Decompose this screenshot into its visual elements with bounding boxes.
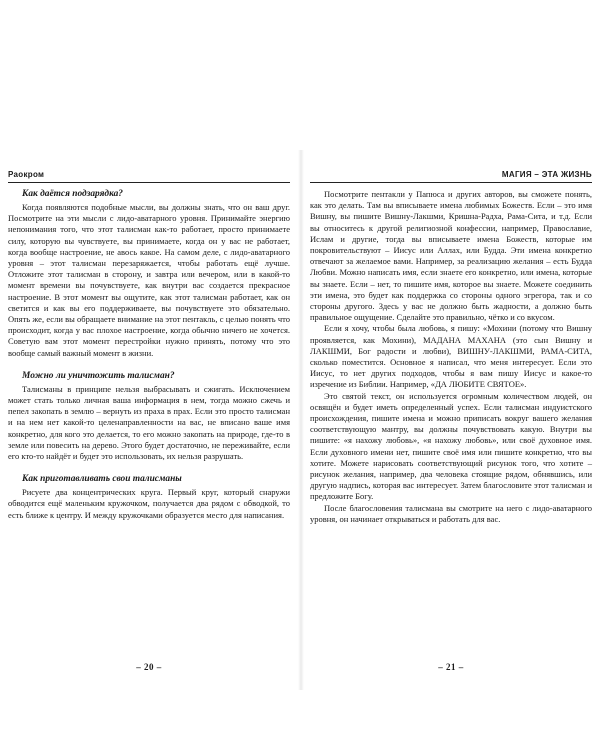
page-number: – 20 –: [136, 662, 162, 672]
running-head: Раокром: [8, 170, 290, 183]
section-heading: Как даётся подзарядка?: [22, 189, 123, 199]
paragraph: Рисуете два концентрических круга. Первый круг, который снаружи обводится ещё маленьким кружочком, получается два рядом с обводкой, то есть ближе к центру. И между кружочками образуется место для написания.: [8, 487, 290, 520]
running-head: МАГИЯ – ЭТА ЖИЗНЬ: [310, 170, 592, 183]
paragraph: Если я хочу, чтобы была любовь, я пишу: «Мохини (потому что Вишну проявляется, как Мохини), МАДАНА МАХАНА (это сын Вишну и ЛАКШМИ, Бог радости и любви), ВИШНУ-ЛАКШМИ, РАМА-СИТА, сколько поместится. Основное я написал, что меня интересует. Если это Иисус, то нет других подходов, чтобы я вам пишу Иисус и какое-то изречение из Библии. Например, «ДА ЛЮБИТЕ СВЯТОЕ».: [310, 323, 592, 390]
right-page: [310, 170, 592, 672]
paragraph: Талисманы в принципе нельзя выбрасывать и сжигать. Исключением может стать только личная ваша информация в нем, тогда можно сжечь и пепел закопать в землю – вернуть из праха в прах. Если это просто талисман и на нем нет какой-то целенаправленности на вас, не вписано ваше имя конкретно, для кого это делается, то его можно закопать на природе, где-то в земле или повесить на дерево. Этого будет достаточно, не переживайте, если его кто-то найдёт и будет это использовать, их нельзя разрушать.: [8, 383, 290, 462]
page-number: – 21 –: [438, 662, 464, 672]
section-heading: Можно ли уничтожить талисман?: [22, 370, 175, 381]
paragraph: Это святой текст, он используется огромным количеством людей, он освящён и будет иметь определенный успех. Если талисман индуистского происхождения, пишите имена и можно приписать вокруг вашего желания соответствующую мантру, вы должны почувствовать какую. Внутри вы пишите: «я нахожу любовь», «я нахожу любовь», или своё духовное имя. Если духовного имени нет, пишите своё имя или пишите конкретно, что вы хотите. Можете нарисовать соответствующий рисунок того, что хотите – рисунок желания, например, два человека стоящие рядом, обнявшись, или другую надпись, которая вас интересует. Затем благословите этот талисман и предложите Богу.: [310, 390, 592, 502]
section-heading: Как приготавливать свои талисманы: [22, 474, 182, 485]
paragraph: Когда появляются подобные мысли, вы должны знать, что он ваш друг. Посмотрите на эти мысли с лидо-аватарного уровня. Принимайте энергию непонимания того, что этот талисман как-то работает, просто принимаете силу, которую вы чувствуете, вы принимаете, когда он у вас не работает, когда вообще настроение, не авось какое. На самом деле, с лидо-аватарного уровня – этот талисман перезаряжается, чтобы работать ещё лучше. Отложите этот талисман в сторону, и завтра или вечером, или в какой-то момент времени вы почувствуете, как внутри вас создается прекрасное настроение. В этот момент вы ощутите, как этот талисман работает, как он светится и как вы его поддерживаете, вы почувствуете это обязательно. Опять же, если вы обращаете внимание на этот пентакль, с целью понять что происходит, когда у вас плохое настроение, когда обычно ничего не хочется. Советую вам этот момент перестройки нужно принять, потому что это вообще самый важный момент в жизни.: [8, 202, 290, 358]
book-gutter: [298, 150, 304, 690]
paragraph: После благословения талисмана вы смотрите на него с лидо-аватарного уровня, он начинает открываться и работать для вас.: [310, 502, 592, 524]
paragraph: Посмотрите пентакли у Папюса и других авторов, вы сможете понять, как это делать. Там вы вписываете имена любимых Божеств. Если – это имя Вишну, вы пишите Вишну-Лакшми, Кришна-Радха, Рама-Сита, и т.д. Если вы относитесь к другой религиозной конфессии, например, Православие, Ислам и другие, тогда вы вписываете имена Божеств, которые им покровительствуют – Иисус или Аллах, или Будда. Эти имена конкретно отвечают за желаемое вами. Например, за реализацию желания – есть Будда Любви. Можно написать имя, если знаете его конкретно, или имена, которые вы знаете. Если – нет, то пишите имя, которое вы знаете. Можете соединить эти имена, это будет как поддержка со стороны одного эгрегора, так и со стороны другого. Здесь у вас не должно быть жадности, а должно быть правильное ощущение. Сделайте это правильно, чётко и со вкусом.: [310, 189, 592, 323]
left-page: [8, 170, 290, 672]
